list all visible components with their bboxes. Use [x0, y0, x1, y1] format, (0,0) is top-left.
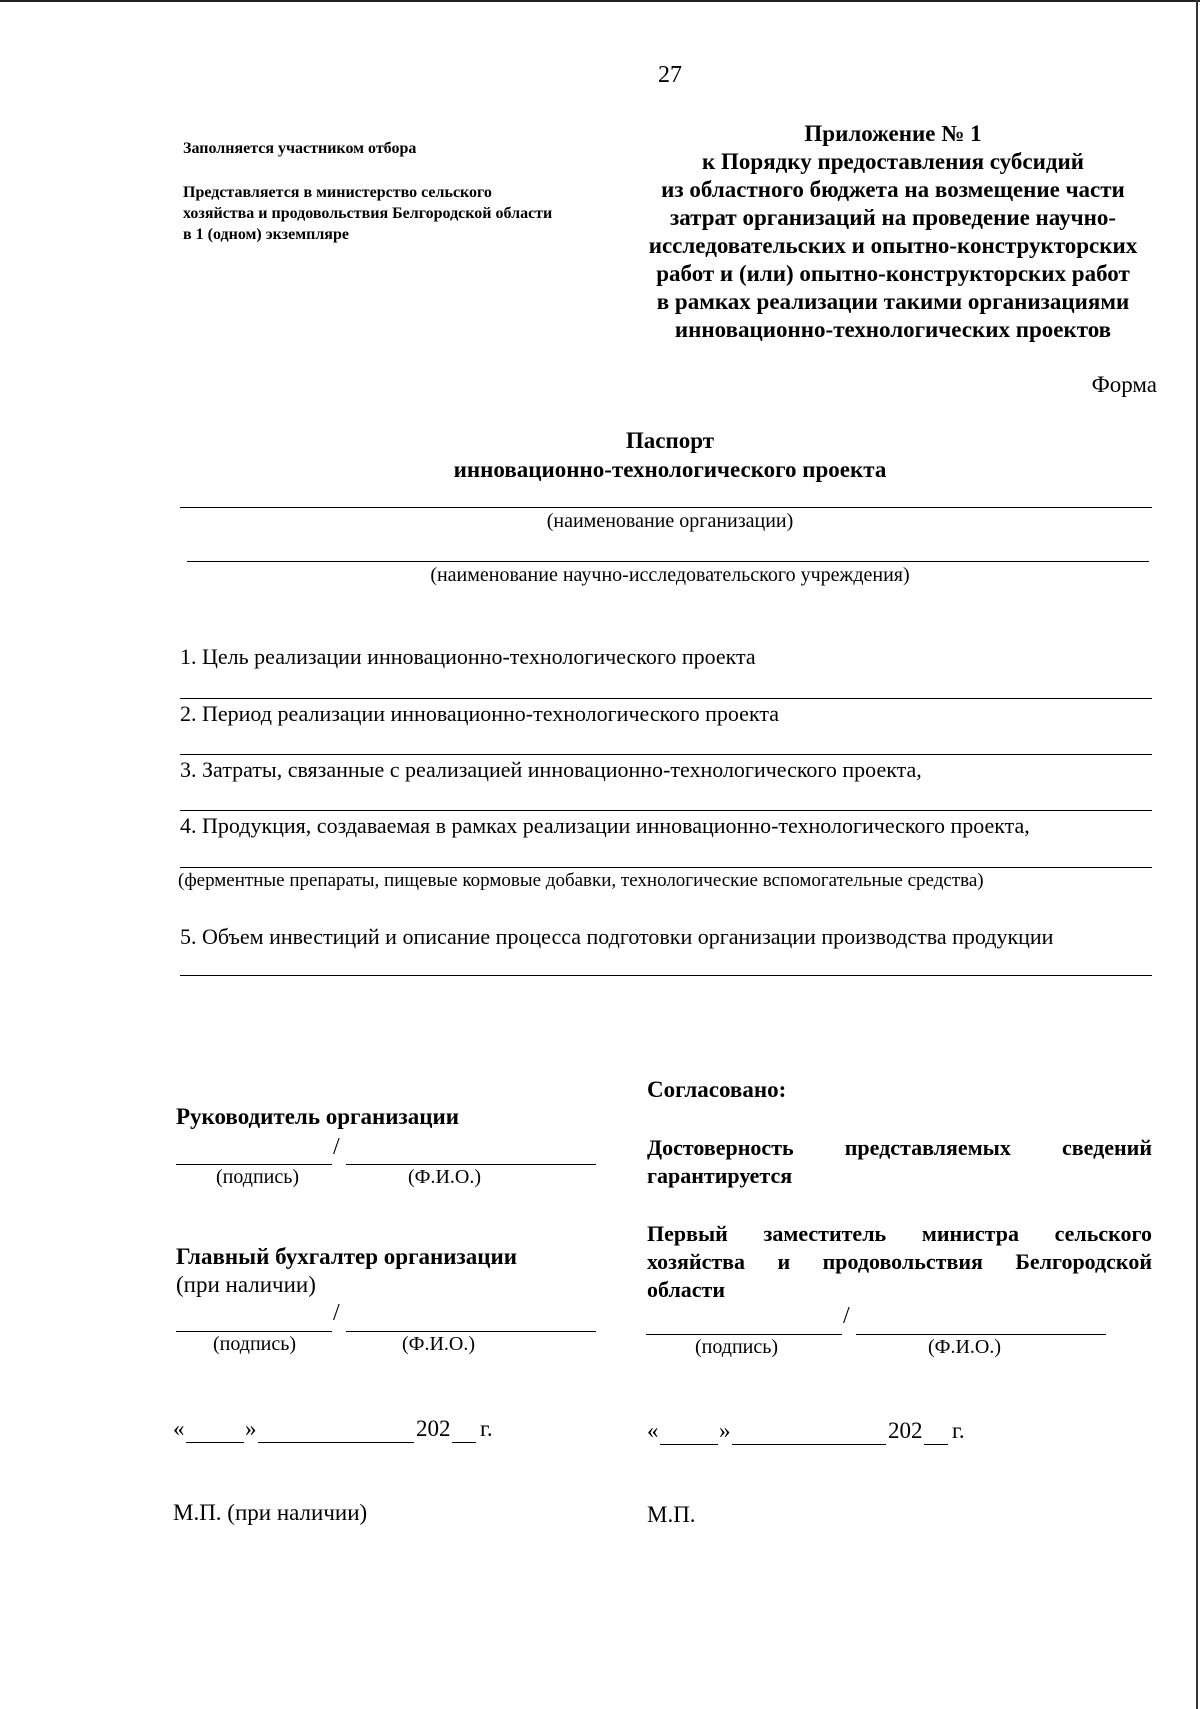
submission-note: Представляется в министерство сельского хозяйства и продовольствия Белгородской области в 1 (одном) экземпляре: [183, 184, 553, 243]
right-date-day-line: [660, 1444, 718, 1445]
reliability-line-1: Достоверность представляемых сведений: [647, 1135, 1152, 1160]
institution-name-caption: (наименование научно-исследовательского учреждения): [430, 564, 910, 586]
item-period: 2. Период реализации инновационно-технологического проекта: [180, 701, 779, 726]
deputy-slash: /: [843, 1303, 850, 1329]
right-date-year-suffix: г.: [952, 1418, 965, 1443]
org-name-caption: (наименование организации): [546, 510, 794, 532]
item-investments: 5. Объем инвестиций и описание процесса подготовки организации производства продукции: [180, 924, 1054, 949]
deputy-fio-caption: (Ф.И.О.): [928, 1336, 1002, 1358]
fill-note: Заполняется участником отбора: [183, 140, 417, 157]
head-fio-line: [346, 1164, 596, 1165]
accountant-title: Главный бухгалтер организации: [176, 1244, 518, 1269]
appendix-header: Приложение № 1 к Порядку предоставления субсидий из областного бюджета на возмещение части затрат организаций на проведение научно- исследовательских и опытно-конструкторских работ и (или) опытно-конструкторских работ в рамках реализации такими организациями инновационно-технологических проектов: [648, 121, 1138, 342]
left-date-day-line: [186, 1442, 244, 1443]
left-date-year: 202: [416, 1416, 451, 1441]
left-date-year-line: [452, 1442, 476, 1443]
deputy-line-2: хозяйства и продовольствия Белгородской: [647, 1249, 1152, 1274]
item-products-line: [180, 867, 1152, 868]
deputy-signature-line: [646, 1334, 842, 1335]
item-costs: 3. Затраты, связанные с реализацией инновационно-технологического проекта,: [180, 757, 922, 782]
accountant-fio-caption: (Ф.И.О.): [402, 1333, 476, 1355]
page-right-edge: [1196, 0, 1198, 1709]
head-signature-line: [176, 1164, 332, 1165]
right-date-close-quote: »: [719, 1418, 731, 1443]
accountant-signature-caption: (подпись): [213, 1333, 297, 1355]
deputy-fio-line: [856, 1334, 1106, 1335]
right-date-month-line: [732, 1444, 886, 1445]
accountant-signature-line: [176, 1331, 332, 1332]
right-date-open-quote: «: [647, 1418, 659, 1443]
item-goal: 1. Цель реализации инновационно-технологического проекта: [180, 644, 756, 669]
left-date-month-line: [258, 1442, 414, 1443]
item-products: 4. Продукция, создаваемая в рамках реализации инновационно-технологического проекта,: [180, 813, 1030, 838]
item-investments-line: [180, 975, 1152, 976]
reliability-line-2: гарантируется: [647, 1163, 793, 1188]
item-products-caption: (ферментные препараты, пищевые кормовые добавки, технологические вспомогательные средства): [178, 870, 984, 891]
item-costs-line: [180, 810, 1152, 811]
left-stamp: М.П. (при наличии): [173, 1500, 368, 1525]
accountant-fio-line: [346, 1331, 596, 1332]
accountant-subtitle: (при наличии): [176, 1272, 316, 1297]
left-date-year-suffix: г.: [480, 1416, 493, 1441]
head-fio-caption: (Ф.И.О.): [408, 1166, 482, 1188]
head-signature-caption: (подпись): [216, 1166, 300, 1188]
agreed-title: Согласовано:: [647, 1077, 787, 1102]
left-date-close-quote: »: [245, 1416, 257, 1441]
left-date-open-quote: «: [173, 1416, 185, 1441]
org-name-line: [180, 507, 1152, 508]
head-title: Руководитель организации: [176, 1104, 459, 1129]
right-date-year-line: [924, 1444, 948, 1445]
item-period-line: [180, 754, 1152, 755]
right-stamp: М.П.: [647, 1502, 696, 1527]
head-slash: /: [333, 1134, 340, 1160]
accountant-slash: /: [333, 1300, 340, 1326]
page-top-edge: [0, 0, 1200, 2]
deputy-line-3: области: [647, 1277, 726, 1302]
form-label: Форма: [1091, 372, 1157, 397]
right-date-year: 202: [888, 1418, 923, 1443]
deputy-signature-caption: (подпись): [695, 1336, 779, 1358]
institution-name-line: [187, 561, 1149, 562]
deputy-line-1: Первый заместитель министра сельского: [647, 1221, 1152, 1246]
item-goal-line: [180, 698, 1152, 699]
document-title: Паспорт инновационно-технологического проекта: [453, 428, 887, 482]
page-number: 27: [658, 62, 682, 88]
